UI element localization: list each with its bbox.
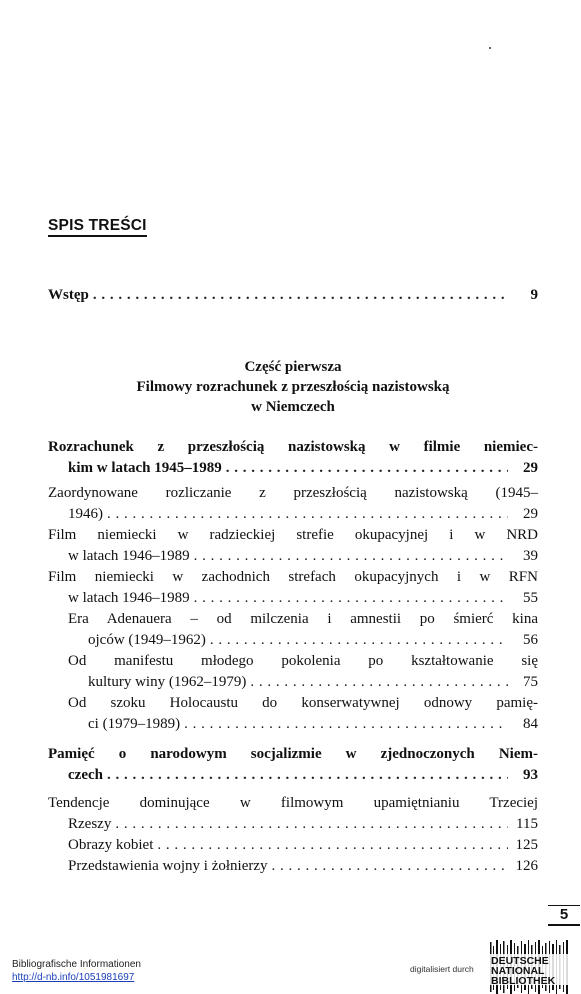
toc-entry-title: Era Adenauera – od milczenia i amnestii po śmierć kina — [68, 611, 538, 627]
toc-entry-title: Zaordynowane rozliczanie z przeszłością nazistowską (1945– — [48, 485, 538, 501]
leader-dots — [115, 814, 508, 835]
toc-entry-sub — [68, 651, 538, 693]
logo-line-3: BIBLIOTHEK — [491, 975, 556, 987]
toc-entry-title-cont: 1946) — [68, 506, 103, 522]
part-heading — [48, 357, 538, 417]
toc-entry — [48, 525, 538, 567]
toc-page-number: 39 — [523, 548, 538, 564]
toc-page-number: 29 — [523, 460, 538, 476]
part-title: Filmowy rozrachunek z przeszłością nazistowską — [136, 379, 450, 395]
toc-entry — [48, 437, 538, 479]
toc-entry-title-cont: w latach 1946–1989 — [68, 590, 190, 606]
toc-entry — [48, 793, 538, 835]
toc-entry-title: Od manifestu młodego pokolenia po kształtowanie się — [68, 653, 538, 669]
toc-entry-title-cont: Rzeszy — [68, 816, 112, 832]
toc-entry-title-cont: ojców (1949–1962) — [88, 632, 206, 648]
toc-entry-sub — [68, 609, 538, 651]
leader-dots — [250, 672, 508, 693]
toc-entry-intro — [48, 285, 538, 306]
bibliographic-info — [12, 958, 141, 984]
toc-entry-sub — [68, 856, 538, 877]
toc-entry-title-cont: czech — [68, 767, 103, 783]
toc-entry — [48, 483, 538, 525]
toc-entry-title: Film niemiecki w zachodnich strefach okupacyjnych i w RFN — [48, 569, 538, 585]
leader-dots — [210, 630, 508, 651]
toc-entry-title-cont: kultury winy (1962–1979) — [88, 674, 247, 690]
toc-page-number: 29 — [523, 506, 538, 522]
toc-page-number: 56 — [523, 632, 538, 648]
toc-page-number: 93 — [523, 767, 538, 783]
part-number: Część pierwsza — [244, 359, 342, 375]
toc-page-number: 115 — [516, 816, 538, 832]
leader-dots — [184, 714, 508, 735]
toc-entry-title: Obrazy kobiet — [68, 837, 154, 853]
toc-heading: SPIS TREŚCI — [48, 217, 147, 237]
toc-entry-title: Rozrachunek z przeszłością nazistowską w filmie niemiec- — [48, 439, 538, 455]
toc-entry-title: Tendencje dominujące w filmowym upamiętnianiu Trzeciej — [48, 795, 538, 811]
toc-entry-title: Przedstawienia wojny i żołnierzy — [68, 858, 268, 874]
toc-page-number: 84 — [523, 716, 538, 732]
toc-entry-sub — [68, 835, 538, 856]
toc-entry-title: Wstęp — [48, 287, 89, 303]
page-number: 5 — [548, 905, 580, 926]
leader-dots — [107, 765, 508, 786]
bib-label: Bibliografische Informationen — [12, 959, 141, 970]
digitalized-by-label: digitalisiert durch — [410, 964, 474, 974]
toc-entry-title: Film niemiecki w radzieckiej strefie okupacyjnej i w NRD — [48, 527, 538, 543]
toc-entry-sub — [68, 693, 538, 735]
dnb-logo — [488, 940, 572, 994]
toc-page-number: 126 — [515, 858, 538, 874]
leader-dots — [194, 588, 508, 609]
toc-entry-title: Pamięć o narodowym socjalizmie w zjednoczonych Niem- — [48, 746, 538, 762]
leader-dots — [226, 458, 508, 479]
toc-entry — [48, 744, 538, 786]
logo-line-2: NATIONAL — [491, 965, 545, 977]
bib-link[interactable]: http://d-nb.info/1051981697 — [12, 972, 135, 983]
toc-entry-title-cont: w latach 1946–1989 — [68, 548, 190, 564]
part-title-cont: w Niemczech — [251, 399, 335, 415]
toc-entry-title-cont: kim w latach 1945–1989 — [68, 460, 222, 476]
toc-entry-title: Od szoku Holocaustu do konserwatywnej odnowy pamię- — [68, 695, 538, 711]
logo-line-1: DEUTSCHE — [491, 955, 549, 967]
leader-dots — [107, 504, 508, 525]
toc-page-number: 9 — [530, 287, 538, 303]
toc-page-number: 55 — [523, 590, 538, 606]
leader-dots — [93, 285, 508, 306]
leader-dots — [272, 856, 508, 877]
leader-dots — [194, 546, 508, 567]
toc-entry — [48, 567, 538, 609]
toc-page-number: 75 — [523, 674, 538, 690]
toc-page-number: 125 — [515, 837, 538, 853]
scan-speck — [489, 47, 491, 49]
leader-dots — [157, 835, 508, 856]
toc-entry-title-cont: ci (1979–1989) — [88, 716, 181, 732]
